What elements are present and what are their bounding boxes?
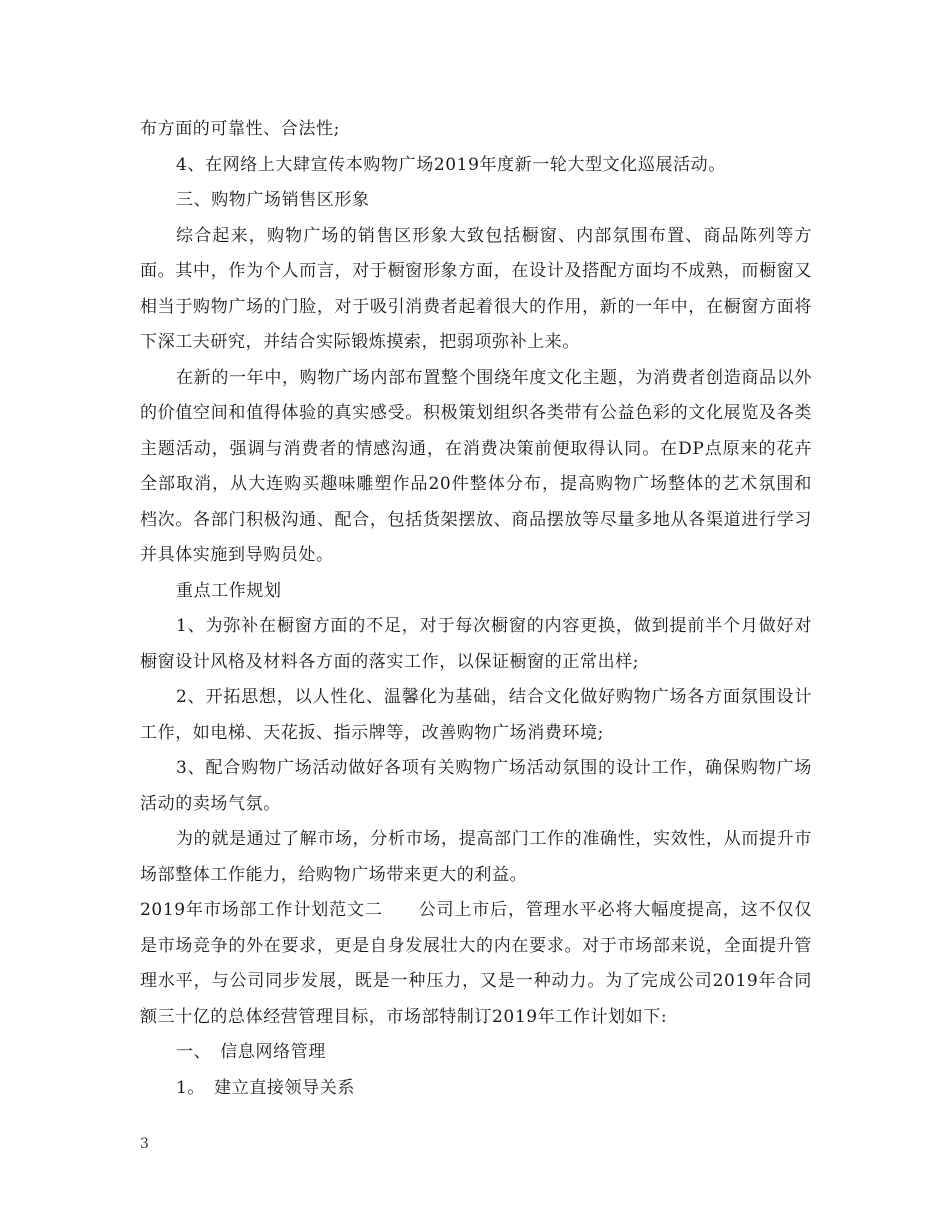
list-item: 3、配合购物广场活动做好各项有关购物广场活动氛围的设计工作，确保购物广场活动的卖场气氛。 [140, 758, 812, 814]
paragraph: 综合起来，购物广场的销售区形象大致包括橱窗、内部氛围布置、商品陈列等方面。其中，作为个人而言，对于橱窗形象方面，在设计及搭配方面均不成熟，而橱窗又相当于购物广场的门脸，对于吸引消费者起着很大的作用，新的一年中，在橱窗方面将下深工夫研究，并结合实际锻炼摸索，把弱项弥补上来。 [140, 225, 812, 352]
page-number: 3 [140, 1136, 149, 1152]
section-heading: 一、 信息网络管理 [176, 1042, 326, 1062]
paragraph: 2019年市场部工作计划范文二 公司上市后，管理水平必将大幅度提高，这不仅仅是市场竞争的外在要求，更是自身发展壮大的内在要求。对于市场部来说，全面提升管理水平，与公司同步发展，既是一种压力，又是一种动力。为了完成公司2019年合同额三十亿的总体经营管理目标，市场部特制订2019年工作计划如下: [140, 900, 812, 1027]
paragraph: 为的就是通过了解市场，分析市场，提高部门工作的准确性，实效性，从而提升市场部整体工作能力，给购物广场带来更大的利益。 [140, 829, 812, 885]
paragraph: 布方面的可靠性、合法性; [140, 119, 340, 139]
document-body [140, 112, 812, 1106]
paragraph: 4、在网络上大肆宣传本购物广场2019年度新一轮大型文化巡展活动。 [176, 154, 726, 175]
section-heading: 重点工作规划 [176, 580, 282, 601]
section-heading: 三、购物广场销售区形象 [176, 190, 370, 210]
list-item: 2、开拓思想，以人性化、温馨化为基础，结合文化做好购物广场各方面氛围设计工作，如电梯、天花扳、指示牌等，改善购物广场消费环境; [140, 687, 812, 743]
paragraph: 在新的一年中，购物广场内部布置整个围绕年度文化主题，为消费者创造商品以外的价值空间和值得体验的真实感受。积极策划组织各类带有公益色彩的文化展览及各类主题活动，强调与消费者的情感沟通，在消费决策前便取得认同。在DP点原来的花卉全部取消，从大连购买趣味雕塑作品20件整体分布，提高购物广场整体的艺术氛围和档次。各部门积极沟通、配合，包括货架摆放、商品摆放等尽量多地从各渠道进行学习并具体实施到导购员处。 [140, 367, 812, 565]
list-item: 1、为弥补在橱窗方面的不足，对于每次橱窗的内容更换，做到提前半个月做好对橱窗设计风格及材料各方面的落实工作，以保证橱窗的正常出样; [140, 616, 812, 672]
list-item: 1。 建立直接领导关系 [176, 1077, 355, 1098]
